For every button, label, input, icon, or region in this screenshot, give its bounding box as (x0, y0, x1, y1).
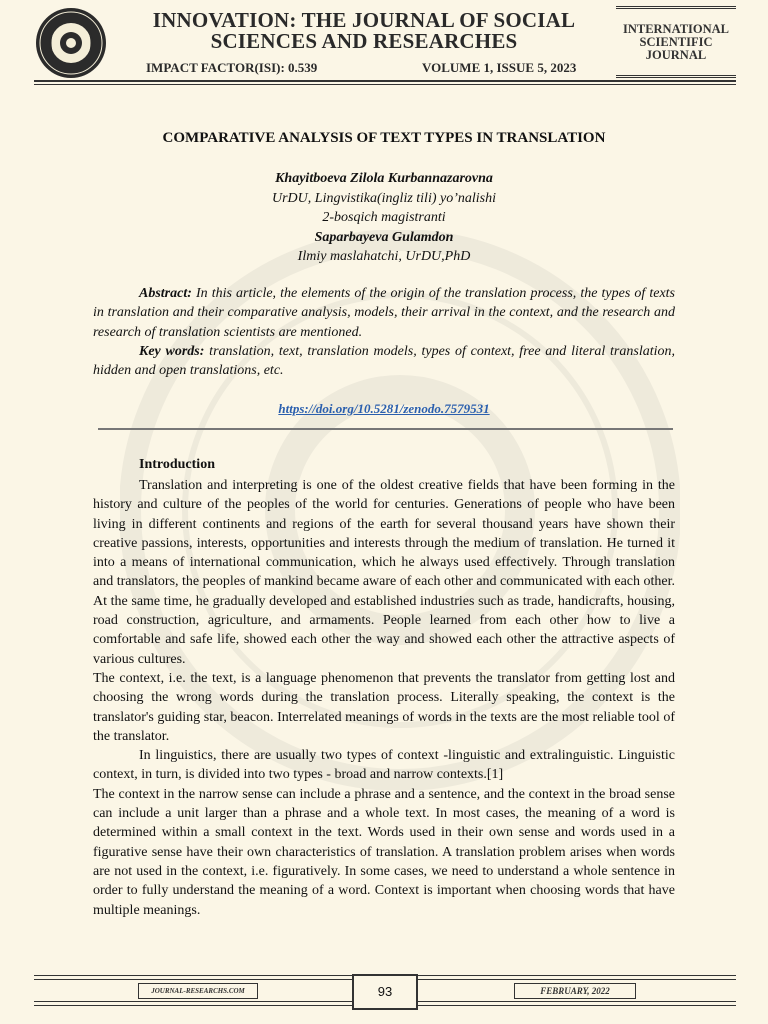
body-text (93, 476, 675, 920)
author2-name: Saparbayeva Gulamdon (314, 229, 454, 245)
abstract-divider (98, 428, 673, 430)
impact-factor: IMPACT FACTOR(ISI): 0.539 (146, 60, 318, 75)
header-rule-thin (34, 84, 736, 85)
body-paragraph-3: In linguistics, there are usually two types of context -linguistic and extralinguistic. Linguistic context, in turn, is divided into two types - broad and narrow contexts.[1] (93, 748, 675, 783)
body-paragraph-1: Translation and interpreting is one of the oldest creative fields that have been forming in the history and culture of the peoples of the world for centuries. Generations of people who have been living in different continents and regions of the earth for several thousand years have shown their creative passions, interests, opportunities and interests through the medium of translation. He turned it into a means of international communication, which he always used effectively. Through translation and translators, the peoples of mankind became aware of each other and communicated with each other. At the same time, he gradually developed and established industries such as trade, handicrafts, housing, road construction, agriculture, and armaments. People learned from each other how to live a comfortable and safe life, showed each other the way and showed each other the attractive aspects of various cultures. (93, 478, 675, 667)
author1-affiliation: UrDU, Lingvistika(ingliz tili) yo’nalishi (272, 190, 496, 206)
footer-website: JOURNAL-RESEARCHS.COM (138, 983, 258, 999)
introduction-heading: Introduction (139, 457, 215, 472)
journal-seal-logo (34, 6, 108, 80)
keywords-label: Key words: (139, 343, 205, 359)
journal-title-line2: SCIENCES AND RESEARCHES (210, 29, 518, 53)
author2-affiliation: Ilmiy maslahatchi, UrDU,PhD (297, 249, 471, 264)
journal-title (128, 10, 600, 52)
keywords-text: translation, text, translation models, types of context, free and literal translation, hidden and open translations, etc. (93, 343, 675, 379)
badge-line2: SCIENTIFIC (639, 34, 713, 49)
footer-date: FEBRUARY, 2022 (514, 983, 636, 999)
author1-name: Khayitboeva Zilola Kurbannazarovna (275, 171, 493, 186)
abstract-block (93, 284, 675, 380)
page-number: 93 (352, 974, 418, 1010)
article-title: COMPARATIVE ANALYSIS OF TEXT TYPES IN TRANSLATION (162, 130, 606, 146)
body-paragraph-2: The context, i.e. the text, is a language phenomenon that prevents the translator from getting lost and choosing the wrong words during the translation process. Literally speaking, the context is the translator's guiding star, beacon. Interrelated meanings of words in the texts are the most reliable tool of the translator. (93, 670, 675, 744)
doi-line (0, 401, 768, 417)
abstract (93, 284, 675, 342)
body-paragraph-4: The context in the narrow sense can include a phrase and a sentence, and the context in the broad sense can include a unit larger than a phrase and a whole text. In most cases, the meaning of a word is determined within a small context in the text. Words used in their own sense and words used in a figurative sense have their own characteristics of translation. A translation problem arises when words are not used in the context, i.e. figuratively. In some cases, we need to understand a whole sentence in order to fully understand the meaning of a word. Context is important when choosing words that have multiple meanings. (93, 786, 675, 918)
header-rule (34, 80, 736, 82)
badge-line3: JOURNAL (645, 47, 707, 62)
doi-link[interactable]: https://doi.org/10.5281/zenodo.7579531 (278, 401, 490, 416)
abstract-text: In this article, the elements of the origin of the translation process, the types of texts in translation and their comparative analysis, models, their arrival in the context, and the research and research of translation scientists are mentioned. (93, 286, 675, 340)
journal-badge (616, 6, 736, 78)
author1-status: 2-bosqich magistranti (322, 210, 446, 225)
keywords (93, 342, 675, 381)
badge-line1: INTERNATIONAL (622, 21, 730, 36)
volume-issue: VOLUME 1, ISSUE 5, 2023 (422, 60, 577, 75)
abstract-label: Abstract: (139, 286, 192, 301)
author-block (0, 169, 768, 267)
journal-title-line1: INNOVATION: THE JOURNAL OF SOCIAL (152, 8, 576, 32)
